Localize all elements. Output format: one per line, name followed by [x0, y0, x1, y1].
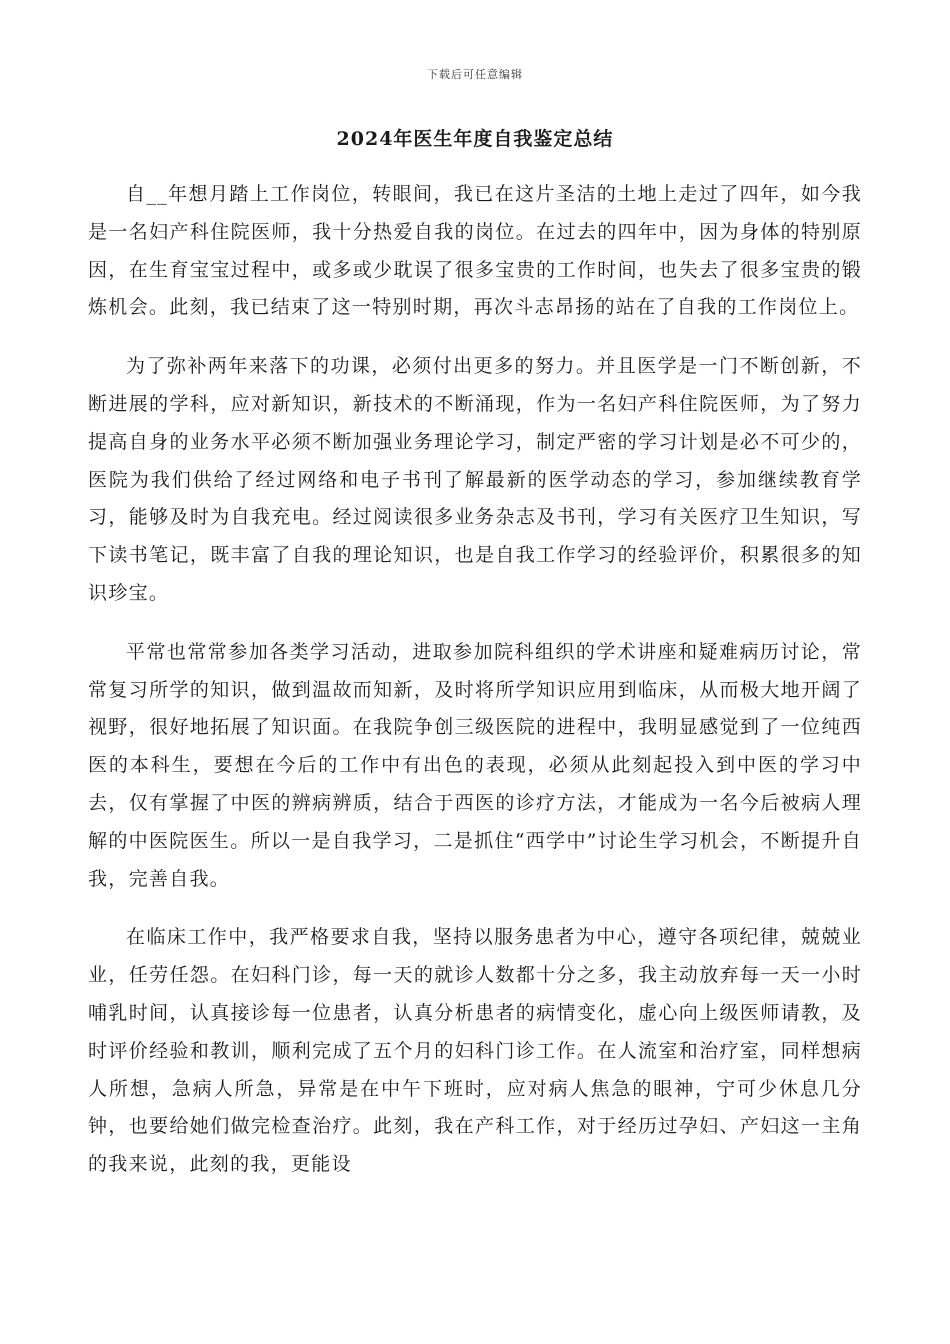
paragraph: 为了弥补两年来落下的功课，必须付出更多的努力。并且医学是一门不断创新，不断进展的学科，应对新知识，新技术的不断涌现，作为一名妇产科住院医师，为了努力提高自身的业务水平必须不断加强业务理论学习，制定严密的学习计划是必不可少的，医院为我们供给了经过网络和电子书刊了解最新的医学动态的学习，参加继续教育学习，能够及时为自我充电。经过阅读很多业务杂志及书刊，学习有关医疗卫生知识，写下读书笔记，既丰富了自我的理论知识，也是自我工作学习的经验评价，积累很多的知识珍宝。 [88, 355, 862, 604]
header-note: 下载后可任意编辑 [427, 68, 523, 81]
document-title: 2024年医生年度自我鉴定总结 [336, 128, 614, 150]
paragraph: 在临床工作中，我严格要求自我，坚持以服务患者为中心，遵守各项纪律，兢兢业业，任劳任怨。在妇科门诊，每一天的就诊人数都十分之多，我主动放弃每一天一小时哺乳时间，认真接诊每一位患者，认真分析患者的病情变化，虚心向上级医师请教，及时评价经验和教训，顺利完成了五个月的妇科门诊工作。在人流室和治疗室，同样想病人所想，急病人所急，异常是在中午下班时，应对病人焦急的眼神，宁可少休息几分钟，也要给她们做完检查治疗。此刻，我在产科工作，对于经历过孕妇、产妇这一主角的我来说，此刻的我，更能设 [88, 926, 862, 1176]
document-body [88, 176, 862, 1205]
paragraph: 平常也常常参加各类学习活动，进取参加院科组织的学术讲座和疑难病历讨论，常常复习所学的知识，做到温故而知新，及时将所学知识应用到临床，从而极大地开阔了视野，很好地拓展了知识面。在我院争创三级医院的进程中，我明显感觉到了一位纯西医的本科生，要想在今后的工作中有出色的表现，必须从此刻起投入到中医的学习中去，仅有掌握了中医的辨病辨质，结合于西医的诊疗方法，才能成为一名今后被病人理解的中医院医生。所以一是自我学习，二是抓住“西学中”讨论生学习机会，不断提升自我，完善自我。 [88, 640, 862, 890]
paragraph: 自__年想月踏上工作岗位，转眼间，我已在这片圣洁的土地上走过了四年，如今我是一名妇产科住院医师，我十分热爱自我的岗位。在过去的四年中，因为身体的特别原因，在生育宝宝过程中，或多或少耽误了很多宝贵的工作时间，也失去了很多宝贵的锻炼机会。此刻，我已结束了这一特别时期，再次斗志昂扬的站在了自我的工作岗位上。 [88, 183, 862, 319]
